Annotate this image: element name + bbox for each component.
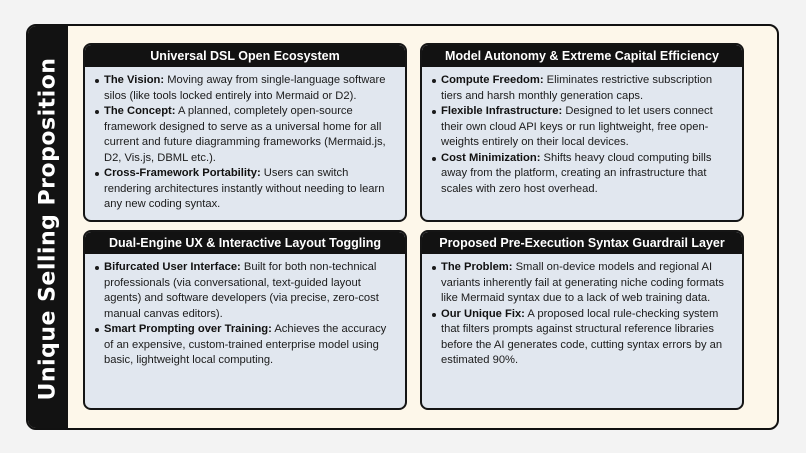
bullet-item	[441, 73, 732, 104]
card-universal-dsl	[83, 43, 407, 222]
bullet-text: Moving away from single-language software silos (like tools locked entirely into Mermaid or D2).	[104, 74, 386, 102]
bullet-text: Shifts heavy cloud computing bills away from the platform, creating an infrastructure that scales with zero host overhead.	[441, 151, 712, 195]
bullet-label: Bifurcated User Interface:	[104, 261, 241, 273]
card-model-autonomy	[420, 43, 744, 222]
bullet-text: Built for both non-technical professionals (via conversational, text-guided layout agents) and software developers (via precise, zero-cost manual canvas editors).	[104, 261, 379, 320]
bullet-item	[104, 166, 395, 213]
card-title: Dual-Engine UX & Interactive Layout Toggling	[85, 232, 405, 254]
bullet-item	[441, 260, 732, 307]
bullet-text: Small on-device models and regional AI variants inherently fail at generating niche coding formats like Mermaid syntax due to a lack of web training data.	[441, 261, 724, 304]
bullet-label: Our Unique Fix:	[441, 307, 525, 320]
card-title: Universal DSL Open Ecosystem	[85, 45, 405, 67]
card-dual-engine-ux	[83, 230, 407, 410]
bullet-label: The Problem:	[441, 261, 513, 273]
bullet-item	[441, 307, 732, 369]
bullet-label: Cross-Framework Portability:	[104, 167, 261, 179]
bullet-label: Compute Freedom:	[441, 74, 544, 86]
bullet-label: The Vision:	[104, 74, 165, 86]
bullet-text: Achieves the accuracy of an expensive, custom-trained enterprise model using basic, lightweight local computing.	[104, 323, 387, 366]
bullet-item	[104, 260, 395, 322]
bullet-label: The Concept:	[104, 105, 176, 117]
bullet-item	[104, 322, 395, 369]
bullet-text: Designed to let users connect their own cloud API keys or run lightweight, free open-weights entirely on their local devices.	[441, 105, 713, 148]
bullet-text: Eliminates restrictive subscription tiers and harsh monthly generation caps.	[441, 74, 713, 102]
card-title: Proposed Pre-Execution Syntax Guardrail Layer	[422, 232, 742, 254]
bullet-item	[441, 151, 732, 198]
bullet-label: Cost Minimization:	[441, 151, 541, 164]
bullet-item	[104, 73, 395, 104]
side-title-bar	[28, 26, 68, 428]
slide	[26, 24, 779, 430]
bullet-label: Flexible Infrastructure:	[441, 105, 563, 117]
bullet-label: Smart Prompting over Training:	[104, 323, 272, 335]
bullet-item	[104, 104, 395, 166]
side-title: Unique Selling Proposition	[35, 57, 61, 401]
bullet-text: A proposed local rule-checking system that filters prompts against structural reference libraries before the AI generates code, cutting syntax errors by an estimated 90%.	[441, 307, 723, 366]
bullet-text: Users can switch rendering architectures instantly without needing to learn any new coding syntax.	[104, 167, 385, 210]
card-syntax-guardrail	[420, 230, 744, 410]
bullet-text: A planned, completely open-source framework designed to serve as a universal home for all current and future diagramming frameworks (Mermaid.js, D2, Vis.js, DBML etc.).	[104, 105, 386, 164]
bullet-item	[441, 104, 732, 151]
card-title: Model Autonomy & Extreme Capital Efficiency	[422, 45, 742, 67]
